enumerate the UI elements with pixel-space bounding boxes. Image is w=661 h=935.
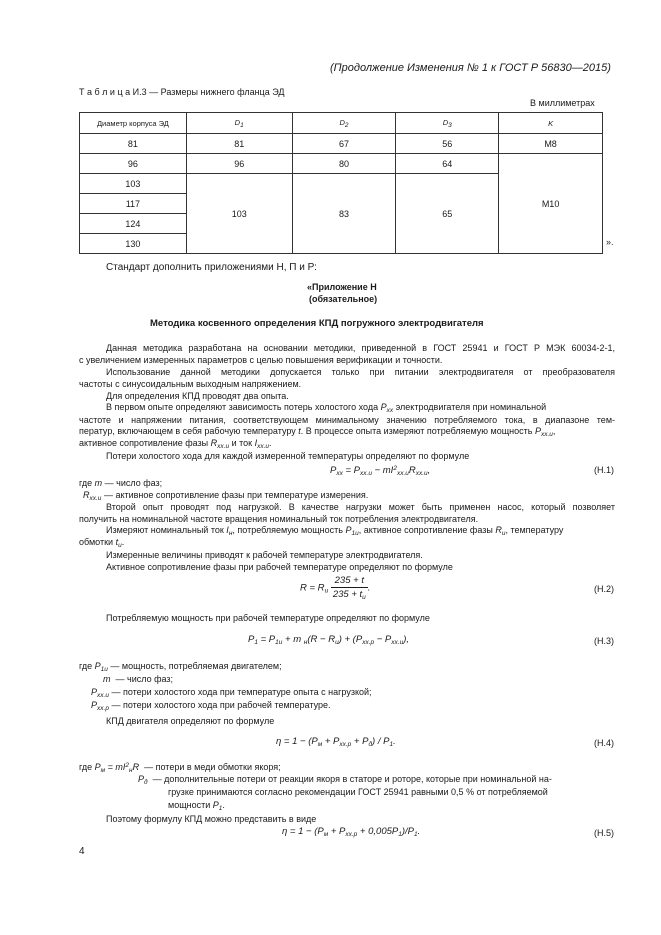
table-cell-merged: 65 — [396, 174, 499, 254]
table-cell: 56 — [396, 134, 499, 154]
paragraph: Второй опыт проводят под нагрузкой. В качестве нагрузки может быть применен насос, который позволяет — [106, 502, 615, 512]
intro-text: Стандарт дополнить приложениями Н, П и Р: — [106, 262, 317, 273]
table-header-cell: D1 — [186, 113, 292, 134]
table-cell: 130 — [80, 234, 187, 254]
table-cell-merged: 103 — [186, 174, 292, 254]
equation-h5: $\eta = 1 - (P_м + P_{хх.р} + 0,005P_1)/P_1$. — [282, 826, 421, 838]
definition-pd-end: мощности $P_1$. — [168, 800, 225, 812]
table-caption-prefix: Т а б л и ц а — [79, 87, 131, 97]
equation-number: (Н.5) — [594, 828, 614, 838]
equation-number: (Н.4) — [594, 738, 614, 748]
equation-h4: $\eta = 1 - (P_м + P_{хх.р} + P_д) / P_1$. — [276, 736, 396, 748]
equation-h1: $P_{хх} = P_{хх.и} - mI^2_{хх.и}R_{хх.и}$, — [330, 465, 431, 477]
table-cell: 81 — [186, 134, 292, 154]
equation-number: (Н.1) — [594, 465, 614, 475]
table-cell: 117 — [80, 194, 187, 214]
equation-number: (Н.2) — [594, 584, 614, 594]
appendix-status: (обязательное) — [309, 294, 378, 304]
definition-pd-cont: грузке принимаются согласно рекомендации ГОСТ 25941 равными 0,5 % от потребляемой — [168, 787, 548, 797]
paragraph: Использование данной методики допускается только при питании электродвигателя от преобразователя — [106, 367, 615, 377]
paragraph: обмотки $t_и$. — [79, 537, 125, 549]
table-cell: 80 — [292, 154, 396, 174]
paragraph: Потребляемую мощность при рабочей температуре определяют по формуле — [106, 613, 430, 623]
paragraph: КПД двигателя определяют по формуле — [106, 716, 275, 726]
table-cell: 81 — [80, 134, 187, 154]
table-cell: М8 — [499, 134, 603, 154]
table-units: В миллиметрах — [530, 98, 595, 108]
equation-h2: $R = R_и$ $\frac{235 + t}{235 + t_и}$ . — [300, 575, 371, 601]
equation-h3: $P_1 = P_{1и} + m$ $_н(R - R_и) + (P_{хх.р} - P_{хх.и})$, — [248, 634, 410, 646]
definition-p1: где $P_{1и}$ — мощность, потребляемая двигателем; — [79, 661, 282, 673]
table-cell: 124 — [80, 214, 187, 234]
paragraph: активное сопротивление фазы $R_{хх.и}$ и ток $I_{хх.и}$. — [79, 438, 272, 450]
definition-m2: m — число фаз; — [103, 674, 174, 684]
equation-number: (Н.3) — [594, 636, 614, 646]
table-row — [80, 134, 603, 154]
table-header-cell: D3 — [396, 113, 499, 134]
definition-pd: $P_д$ — дополнительные потери от реакции якоря в статоре и роторе, которые при номинальной на- — [138, 774, 552, 786]
continuation-header: (Продолжение Изменения № 1 к ГОСТ Р 56830—2015) — [330, 62, 611, 74]
table-header-cell: Диаметр корпуса ЭД — [80, 113, 187, 134]
definition-r: $R_{хх.и}$ — активное сопротивление фазы при температуре измерения. — [83, 490, 369, 502]
paragraph: Измеренные величины приводят к рабочей температуре электродвигателя. — [106, 550, 423, 560]
paragraph: Для определения КПД проводят два опыта. — [106, 391, 289, 401]
definition-pm: где $P_м = mI^2_нR$ — потери в меди обмотки якоря; — [79, 762, 281, 774]
paragraph: Данная методика разработана на основании методики, приведенной в ГОСТ 25941 и ГОСТ Р МЭК 60034-2-1, — [106, 343, 615, 353]
paragraph: получить на номинальной частоте вращения номинальный ток потребления электродвигателя. — [79, 514, 479, 524]
table-caption — [79, 87, 284, 97]
definition-m: где m — число фаз; — [79, 478, 163, 488]
table-header-cell: K — [499, 113, 603, 134]
paragraph: частоты с синусоидальным выходным напряжением. — [79, 379, 302, 389]
paragraph: с увеличением измеренных параметров с целью повышения верификации и точности. — [79, 355, 443, 365]
table-row — [80, 154, 603, 174]
definition-pxxi: $P_{хх.и}$ — потери холостого хода при температуре опыта с нагрузкой; — [91, 687, 372, 699]
table-cell-merged: 83 — [292, 174, 396, 254]
paragraph: В первом опыте определяют зависимость потерь холостого хода $P_{хх}$ электродвигателя при номинальной — [106, 402, 547, 414]
paragraph: ператур, включающем в себя рабочую температуру t. В процессе опыта измеряют потребляемую мощность $P_{хх.и}$, — [79, 426, 556, 438]
table-cell-merged-k: М10 — [499, 154, 603, 254]
table-caption-id: И.3 — [132, 87, 147, 97]
table-cell: 64 — [396, 154, 499, 174]
paragraph: Измеряют номинальный ток $I_н$, потребляемую мощность $P_{1и}$, активное сопротивление фазы $R_и$, температуру — [106, 525, 564, 537]
paragraph: частоте и напряжении питания, соответствующем минимальному значению потребляемого тока, в диапазоне тем- — [79, 415, 615, 425]
section-title: Методика косвенного определения КПД погружного электродвигателя — [150, 318, 484, 329]
table-close-mark: ». — [606, 237, 614, 247]
appendix-title: «Приложение Н — [307, 282, 377, 292]
flange-dimensions-table — [79, 112, 603, 254]
paragraph: Потери холостого хода для каждой измеренной температуры определяют по формуле — [106, 451, 470, 461]
table-cell: 96 — [80, 154, 187, 174]
table-cell: 103 — [80, 174, 187, 194]
table-header-cell: D2 — [292, 113, 396, 134]
definition-pxxp: $P_{хх.р}$ — потери холостого хода при рабочей температуре. — [91, 700, 331, 712]
paragraph: Поэтому формулу КПД можно представить в виде — [106, 814, 317, 824]
table-header-row — [80, 113, 603, 134]
paragraph: Активное сопротивление фазы при рабочей температуре определяют по формуле — [106, 562, 453, 572]
table-cell: 67 — [292, 134, 396, 154]
table-cell: 96 — [186, 154, 292, 174]
page-number: 4 — [79, 846, 85, 857]
table-caption-text: — Размеры нижнего фланца ЭД — [149, 87, 285, 97]
